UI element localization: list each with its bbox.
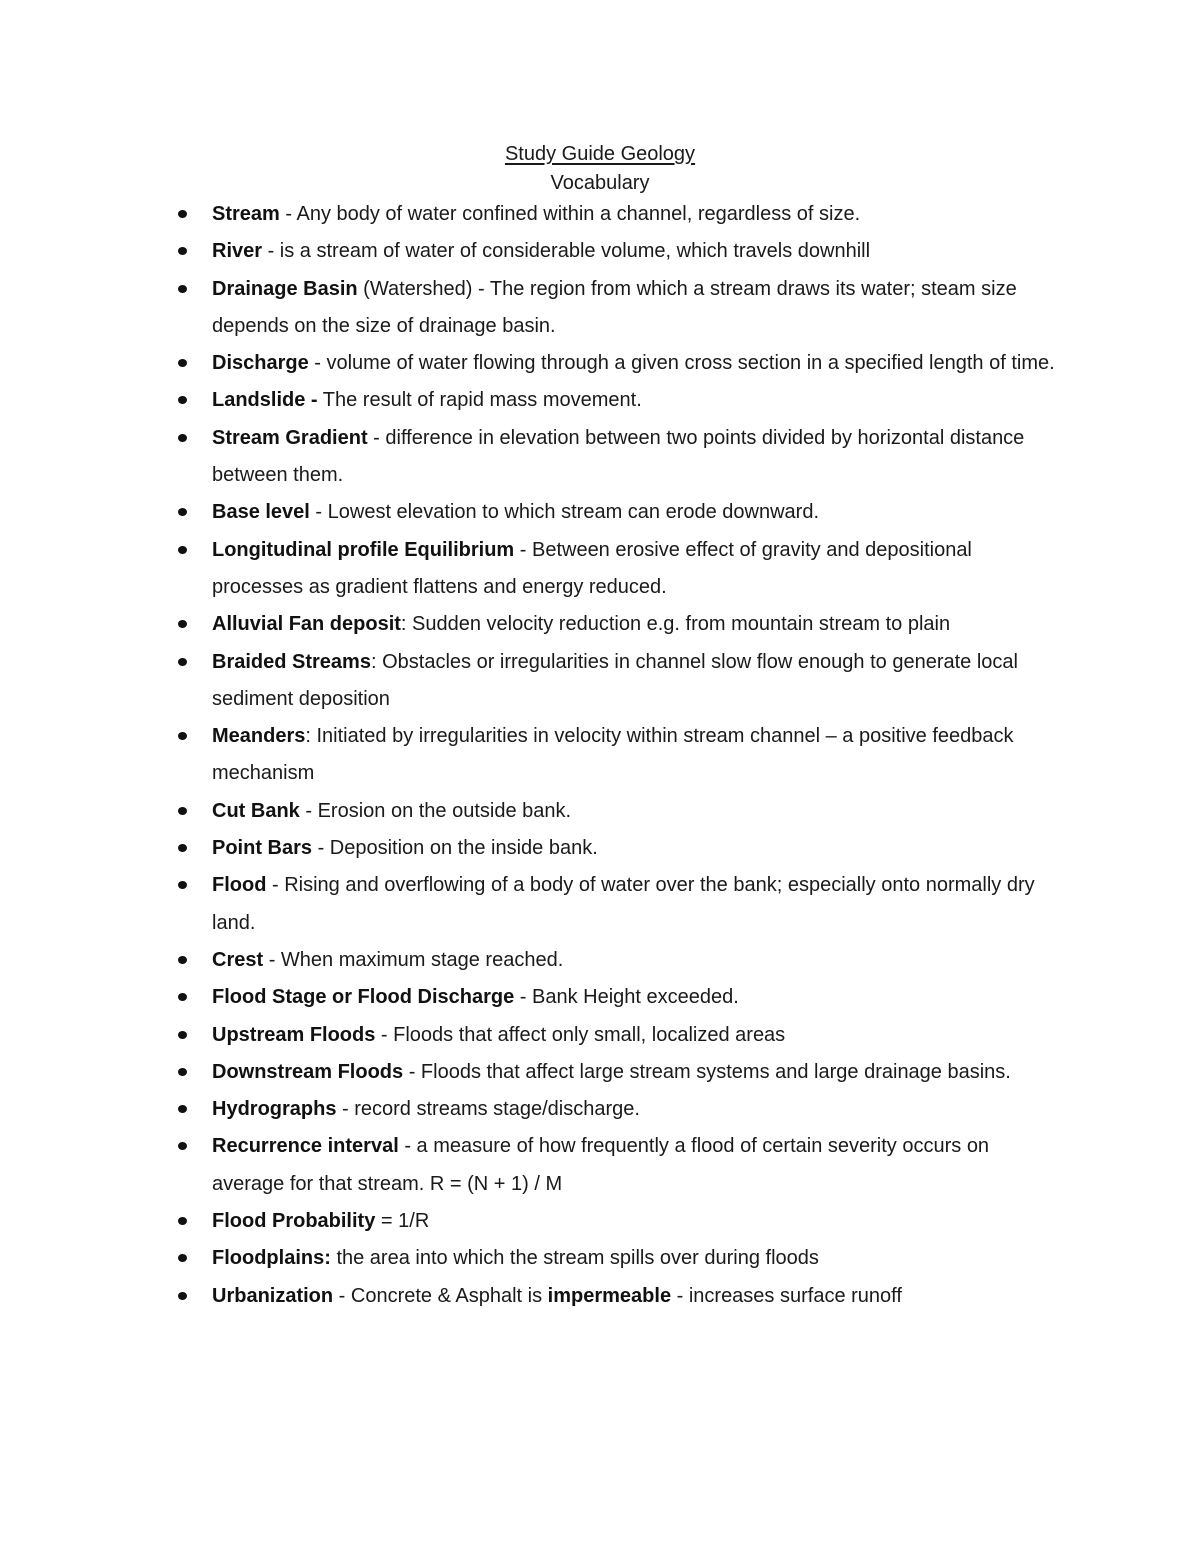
vocabulary-item [0,1017,1062,1054]
term-definition: - Any body of water confined within a channel, regardless of size. [279,203,861,225]
vocabulary-item [0,718,1062,793]
term-name: River [212,240,263,263]
term-name: Hydrographs [212,1098,337,1121]
term-name: Discharge [212,352,309,375]
term-definition: - Bank Height exceeded. [514,986,739,1009]
term-definition: the area into which the stream spills over during floods [330,1247,819,1270]
term-name: Longitudinal profile Equilibrium [212,538,515,561]
bullet-icon [178,1031,187,1039]
term-name: Drainage Basin [212,277,358,300]
vocabulary-item [0,1091,1062,1128]
term-definition: : Initiated by irregularities in velocity within stream channel – a positive feedback mechanism [212,725,1014,785]
term-name: Point Bars [212,837,313,860]
vocabulary-item [0,606,1062,643]
term-name: Flood Probability [212,1210,376,1233]
vocabulary-item [0,271,1062,346]
term-name: Stream Gradient [212,426,368,449]
term-name: Recurrence interval [212,1135,399,1158]
term-definition: The result of rapid mass movement. [317,389,642,412]
bullet-icon [178,359,187,367]
term-name: Alluvial Fan deposit [212,613,401,636]
document-subtitle: Vocabulary [550,172,650,194]
bullet-icon [178,1068,187,1076]
term-definition: - difference in elevation between two points divided by horizontal distance between them. [212,426,1025,487]
vocabulary-item [0,644,1062,719]
term-definition: - record streams stage/discharge. [336,1098,640,1121]
bullet-icon [178,508,187,516]
vocabulary-item [0,233,1062,270]
bullet-icon [178,546,187,554]
vocabulary-item [0,494,1062,531]
vocabulary-item [0,196,1062,233]
term-definition: - When maximum stage reached. [263,948,564,971]
bullet-icon [178,732,187,740]
term-definition: : Sudden velocity reduction e.g. from mountain stream to plain [400,613,951,636]
term-emphasis: impermeable [547,1284,672,1307]
vocabulary-item [0,979,1062,1016]
vocabulary-item [0,1278,1062,1315]
bullet-icon [178,1142,187,1150]
vocabulary-item [0,420,1062,495]
term-name: Upstream Floods [212,1023,376,1046]
term-definition-tail: - increases surface runoff [671,1284,902,1307]
term-definition: - Floods that affect only small, localized areas [375,1023,786,1046]
vocabulary-item [0,942,1062,979]
term-name: Flood Stage or Flood Discharge [212,986,515,1009]
term-definition: - Erosion on the outside bank. [299,799,572,822]
bullet-icon [178,658,187,666]
term-definition: : Obstacles or irregularities in channel slow flow enough to generate local sediment deposition [212,650,1018,710]
vocabulary-item [0,532,1062,607]
bullet-icon [178,1217,187,1225]
vocabulary-list [0,196,1200,1315]
bullet-icon [178,620,187,628]
term-definition: - Lowest elevation to which stream can erode downward. [309,501,820,524]
term-definition: - a measure of how frequently a flood of certain severity occurs on average for that stream. R = (N + 1) / M [212,1135,990,1195]
bullet-icon [178,247,187,255]
vocabulary-item [0,867,1062,942]
term-definition: = 1/R [375,1210,430,1233]
bullet-icon [178,1105,187,1113]
vocabulary-item [0,1240,1062,1277]
vocabulary-item [0,382,1062,419]
term-name: Downstream Floods [212,1060,404,1083]
term-name: Urbanization [212,1284,334,1307]
bullet-icon [178,1292,187,1300]
bullet-icon [178,993,187,1001]
term-definition: - is a stream of water of considerable volume, which travels downhill [262,240,871,263]
vocabulary-item [0,793,1062,830]
vocabulary-item [0,830,1062,867]
term-definition: - Concrete & Asphalt is [333,1284,548,1307]
bullet-icon [178,881,187,889]
document-title: Study Guide Geology [504,143,696,165]
term-name: Meanders [212,725,306,748]
term-name: Base level [212,501,310,524]
vocabulary-item [0,345,1062,382]
bullet-icon [178,285,187,293]
term-name: Cut Bank [212,799,300,822]
bullet-icon [178,807,187,815]
bullet-icon [178,210,187,218]
vocabulary-item [0,1203,1062,1240]
term-name: Flood [212,874,267,897]
term-name: Stream [212,203,280,225]
term-definition: - Floods that affect large stream systems and large drainage basins. [403,1060,1011,1083]
term-name: Floodplains: [212,1247,331,1270]
bullet-icon [178,844,187,852]
term-name: Landslide - [212,389,318,412]
term-definition: (Watershed) - The region from which a stream draws its water; steam size depends on the size of drainage basin. [212,277,1017,337]
bullet-icon [178,434,187,442]
term-definition: - Between erosive effect of gravity and depositional processes as gradient flattens and energy reduced. [212,538,972,598]
term-definition: - Rising and overflowing of a body of water over the bank; especially onto normally dry land. [212,874,1035,934]
bullet-icon [178,396,187,404]
bullet-icon [178,1254,187,1262]
term-definition: - volume of water flowing through a given cross section in a specified length of time. [308,352,1055,375]
vocabulary-item [0,1128,1062,1203]
term-name: Crest [212,948,264,971]
term-definition: - Deposition on the inside bank. [312,837,598,860]
term-name: Braided Streams [212,650,371,673]
bullet-icon [178,956,187,964]
vocabulary-item [0,1054,1062,1091]
